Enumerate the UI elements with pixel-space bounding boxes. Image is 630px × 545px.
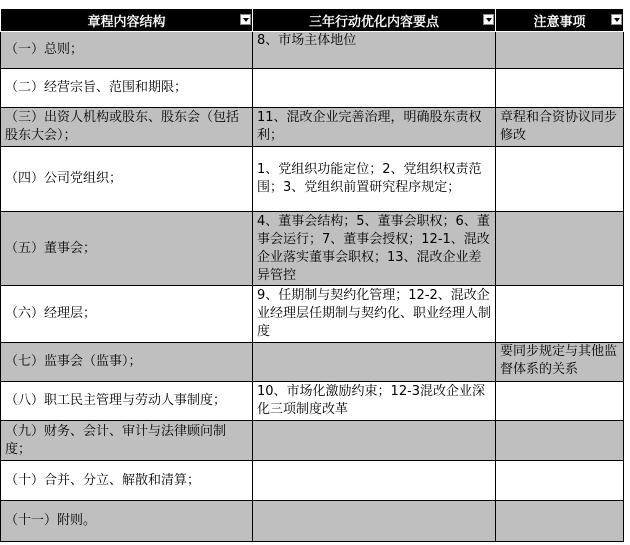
cell-structure[interactable] <box>1 286 253 343</box>
cell-text: （六）经理层； <box>5 306 97 321</box>
table-row <box>1 421 624 461</box>
cell-text: （四）公司党组织； <box>5 171 123 186</box>
cell-text: 8、市场主体地位 <box>257 33 357 48</box>
cell-text: （七）监事会（监事）； <box>5 354 142 369</box>
cell-notes[interactable] <box>496 461 624 501</box>
cell-points[interactable] <box>253 32 496 69</box>
cell-points[interactable] <box>253 343 496 382</box>
cell-structure[interactable] <box>1 147 253 212</box>
table-row <box>1 461 624 501</box>
cell-points[interactable] <box>253 501 496 542</box>
table-row <box>1 147 624 212</box>
cell-notes[interactable] <box>496 382 624 421</box>
header-label: 章程内容结构 <box>87 14 166 30</box>
cell-text: （八）职工民主管理与劳动人事制度； <box>5 393 227 408</box>
cell-points[interactable] <box>253 108 496 147</box>
table-row <box>1 69 624 108</box>
cell-points[interactable] <box>253 286 496 343</box>
cell-points[interactable] <box>253 421 496 461</box>
cell-structure[interactable] <box>1 212 253 286</box>
cell-points[interactable] <box>253 69 496 108</box>
cell-structure[interactable] <box>1 382 253 421</box>
cell-notes[interactable] <box>496 32 624 69</box>
cell-text: （九）财务、会计、审计与法律顾问制度； <box>5 423 227 457</box>
cell-text: （二）经营宗旨、范围和期限； <box>5 80 188 95</box>
cell-structure[interactable] <box>1 108 253 147</box>
header-charter-structure <box>1 9 253 32</box>
cell-text: （三）出资人机构或股东、股东会（包括股东大会）； <box>5 110 240 143</box>
table-row <box>1 32 624 69</box>
cell-notes[interactable] <box>496 421 624 461</box>
table-row <box>1 212 624 286</box>
cell-notes[interactable] <box>496 501 624 542</box>
header-optimization-points <box>253 9 496 32</box>
table-row <box>1 343 624 382</box>
cell-structure[interactable] <box>1 501 253 542</box>
cell-points[interactable] <box>253 147 496 212</box>
cell-notes[interactable] <box>496 108 624 147</box>
header-row <box>1 9 624 32</box>
cell-text: 9、任期制与契约化管理；12-2、混改企业经理层任期制与契约化、职业经理人制度 <box>257 288 492 339</box>
header-label: 注意事项 <box>533 14 586 30</box>
cell-structure[interactable] <box>1 421 253 461</box>
cell-notes[interactable] <box>496 147 624 212</box>
cell-notes[interactable] <box>496 343 624 382</box>
cell-text: 11、混改企业完善治理，明确股东责权利； <box>257 110 482 143</box>
table-row <box>1 501 624 542</box>
cell-points[interactable] <box>253 212 496 286</box>
cell-text: （十）合并、分立、解散和清算； <box>5 472 201 488</box>
header-label: 三年行动优化内容要点 <box>308 14 439 30</box>
table-row <box>1 286 624 343</box>
cell-notes[interactable] <box>496 212 624 286</box>
cell-text: （一）总则； <box>5 42 84 57</box>
header-notes <box>496 9 624 32</box>
cell-structure[interactable] <box>1 69 253 108</box>
cell-text: 1、党组织功能定位；2、党组织权责范围；3、党组织前置研究程序规定； <box>257 162 482 195</box>
table-row <box>1 108 624 147</box>
filter-dropdown-icon[interactable] <box>611 14 622 25</box>
cell-structure[interactable] <box>1 32 253 69</box>
cell-text: 10、市场化激励约束；12-3混改企业深化三项制度改革 <box>257 384 486 417</box>
cell-points[interactable] <box>253 461 496 501</box>
cell-notes[interactable] <box>496 69 624 108</box>
cell-text: 要同步规定与其他监督体系的关系 <box>500 344 618 377</box>
cell-text: （五）董事会； <box>5 240 97 256</box>
cell-text: （十一）附则。 <box>5 513 97 528</box>
cell-text: 4、董事会结构；5、董事会职权；6、董事会运行；7、董事会授权；12-1、混改企业落实董事会职权；13、混改企业差异管控 <box>257 213 490 283</box>
cell-points[interactable] <box>253 382 496 421</box>
filter-dropdown-icon[interactable] <box>240 14 251 25</box>
cell-notes[interactable] <box>496 286 624 343</box>
table-row <box>1 382 624 421</box>
cell-structure[interactable] <box>1 343 253 382</box>
cell-text: 章程和合资协议同步修改 <box>500 110 618 143</box>
cell-structure[interactable] <box>1 461 253 501</box>
charter-optimization-table <box>0 8 624 542</box>
filter-dropdown-icon[interactable] <box>483 14 494 25</box>
